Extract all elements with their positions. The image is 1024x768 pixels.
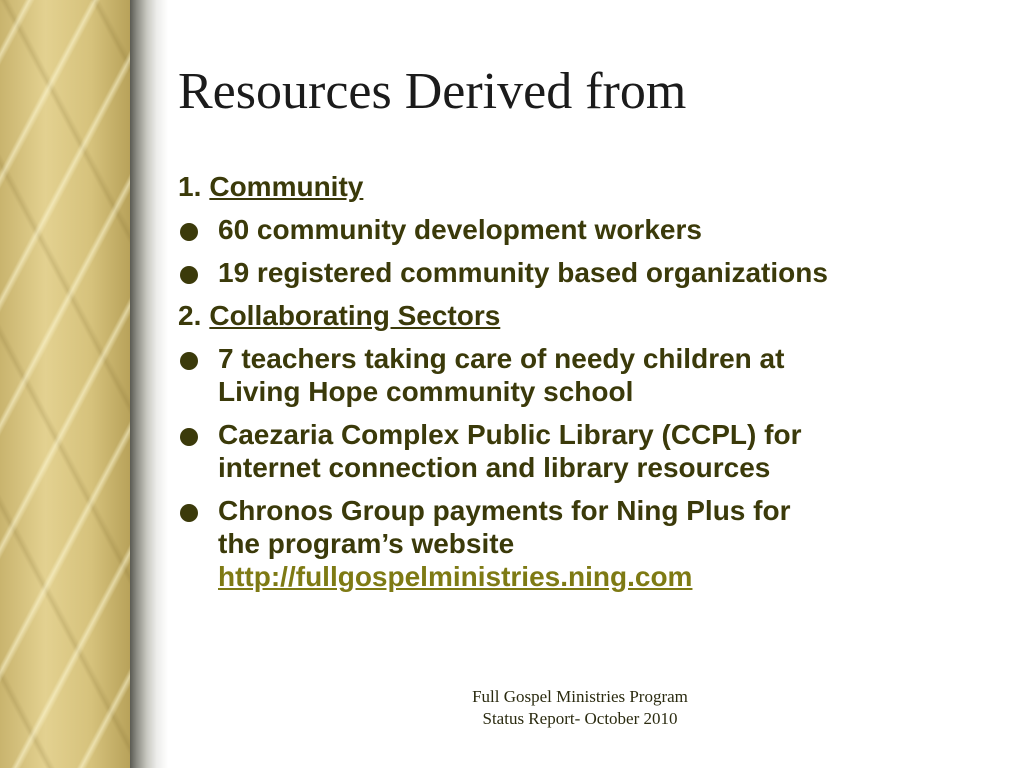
- slide-footer: [430, 686, 730, 730]
- list-item: [178, 494, 1008, 593]
- bullet-text-line-2: the program’s website: [218, 528, 515, 559]
- bullet-text-line-1: Caezaria Complex Public Library (CCPL) for: [218, 419, 802, 450]
- section-number: 1.: [178, 171, 202, 202]
- bullet-text: 60 community development workers: [218, 214, 702, 245]
- section-heading-community: [178, 170, 1008, 203]
- slide-title: Resources Derived from: [178, 63, 687, 120]
- section-title: Community: [209, 171, 364, 202]
- bullet-text-line-2: internet connection and library resources: [218, 452, 771, 483]
- footer-line-1: Full Gospel Ministries Program: [472, 687, 688, 706]
- resource-list: [178, 170, 1008, 603]
- footer-line-2: Status Report- October 2010: [482, 709, 678, 728]
- bullet-text: 19 registered community based organizations: [218, 257, 828, 288]
- decorative-gold-pillar: [0, 0, 130, 768]
- pillar-shadow: [130, 0, 168, 768]
- bullet-dot-icon: [180, 266, 198, 284]
- bullet-dot-icon: [180, 428, 198, 446]
- section-number: 2.: [178, 300, 202, 331]
- website-link[interactable]: http://fullgospelministries.ning.com: [218, 561, 693, 592]
- bullet-dot-icon: [180, 223, 198, 241]
- bullet-dot-icon: [180, 504, 198, 522]
- bullet-text-line-1: 7 teachers taking care of needy children at: [218, 343, 785, 374]
- slide-content: [178, 0, 1008, 768]
- bullet-text-line-2: Living Hope community school: [218, 376, 634, 407]
- list-item: [178, 418, 1008, 484]
- section-title: Collaborating Sectors: [209, 300, 501, 331]
- section-heading-collaborating-sectors: [178, 299, 1008, 332]
- bullet-text-line-1: Chronos Group payments for Ning Plus for: [218, 495, 791, 526]
- bullet-dot-icon: [180, 352, 198, 370]
- list-item: [178, 342, 1008, 408]
- list-item: [178, 213, 1008, 246]
- list-item: [178, 256, 1008, 289]
